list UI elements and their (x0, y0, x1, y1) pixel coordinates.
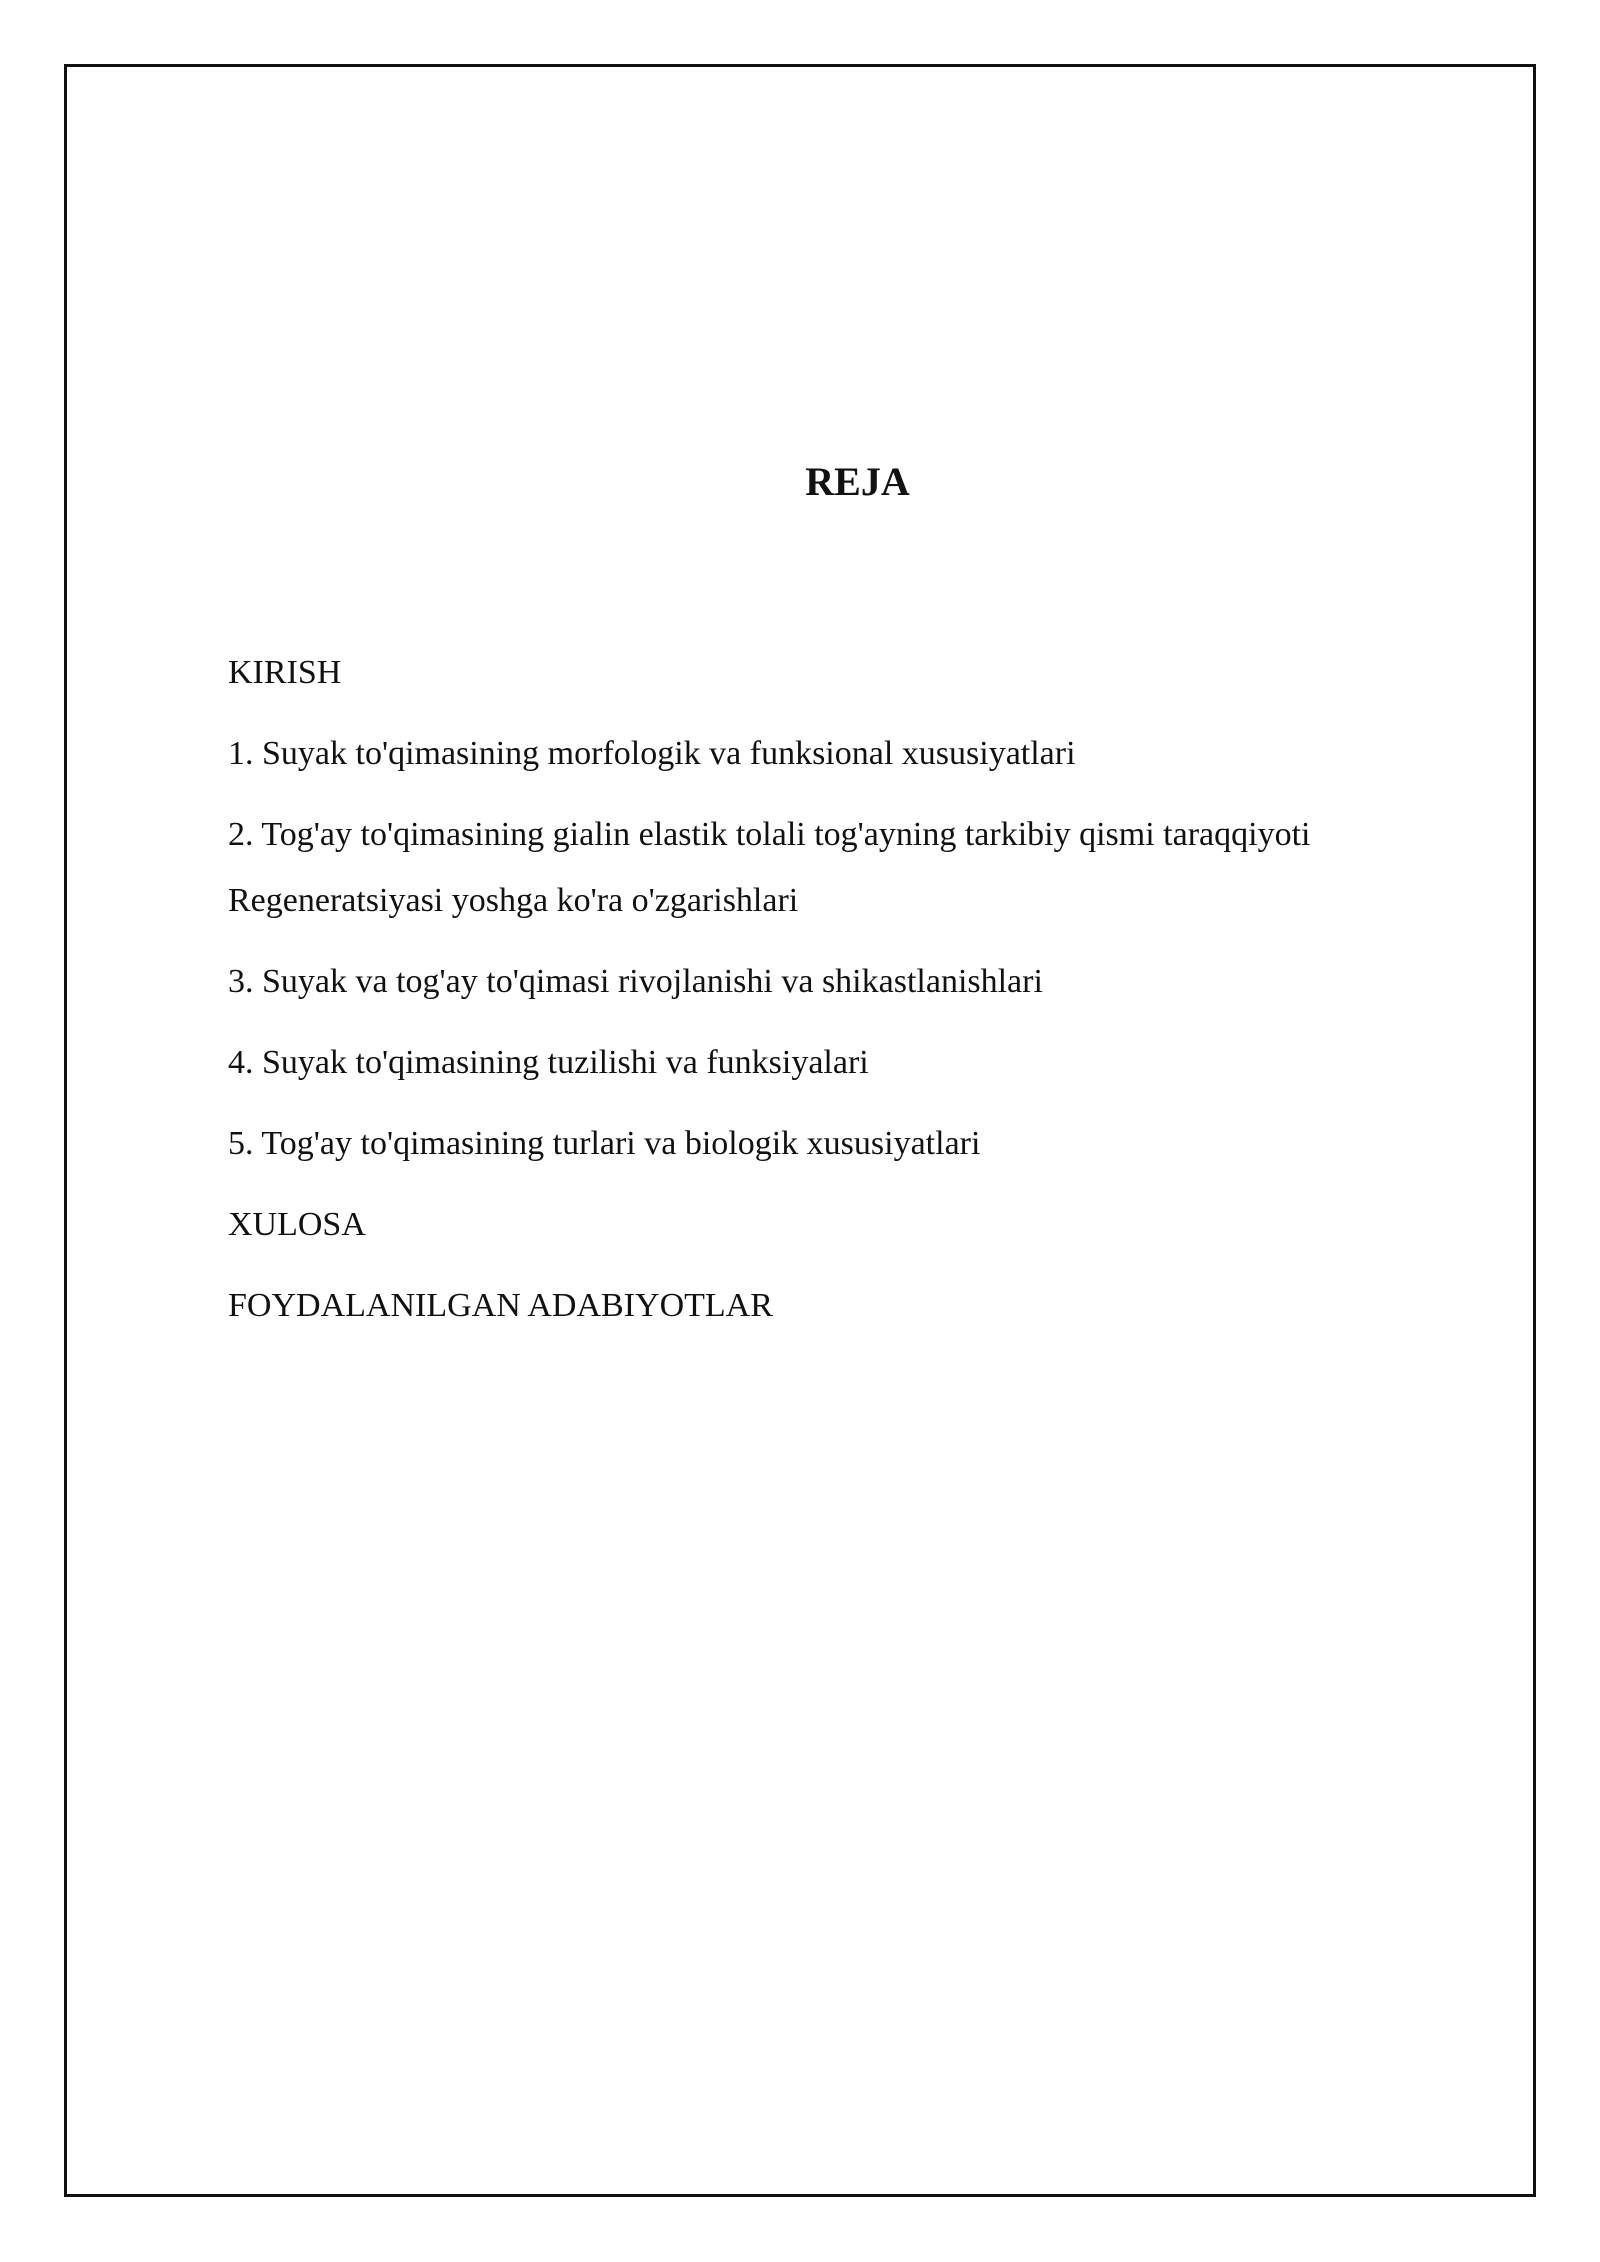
toc-item-2 (228, 802, 1458, 934)
toc-item-3: 3. Suyak va tog'ay to'qimasi rivojlanishi va shikastlanishlari (228, 963, 1043, 1000)
toc-item-intro: KIRISH (228, 654, 342, 691)
table-of-contents (228, 640, 1458, 1354)
toc-item-2-line-1: 2. Tog'ay to'qimasining gialin elastik tolali tog'ayning tarkibiy qismi taraqqiyoti (228, 816, 1311, 853)
toc-item-5: 5. Tog'ay to'qimasining turlari va biologik xususiyatlari (228, 1125, 981, 1162)
toc-item-references: FOYDALANILGAN ADABIYOTLAR (228, 1287, 773, 1324)
toc-item-2-line-2: Regeneratsiyasi yoshga ko'ra o'zgarishlari (228, 882, 799, 919)
toc-item-conclusion: XULOSA (228, 1206, 366, 1243)
page-title: REJA (805, 459, 910, 504)
toc-item-4: 4. Suyak to'qimasining tuzilishi va funksiyalari (228, 1044, 869, 1081)
toc-item-1: 1. Suyak to'qimasining morfologik va funksional xususiyatlari (228, 735, 1076, 772)
